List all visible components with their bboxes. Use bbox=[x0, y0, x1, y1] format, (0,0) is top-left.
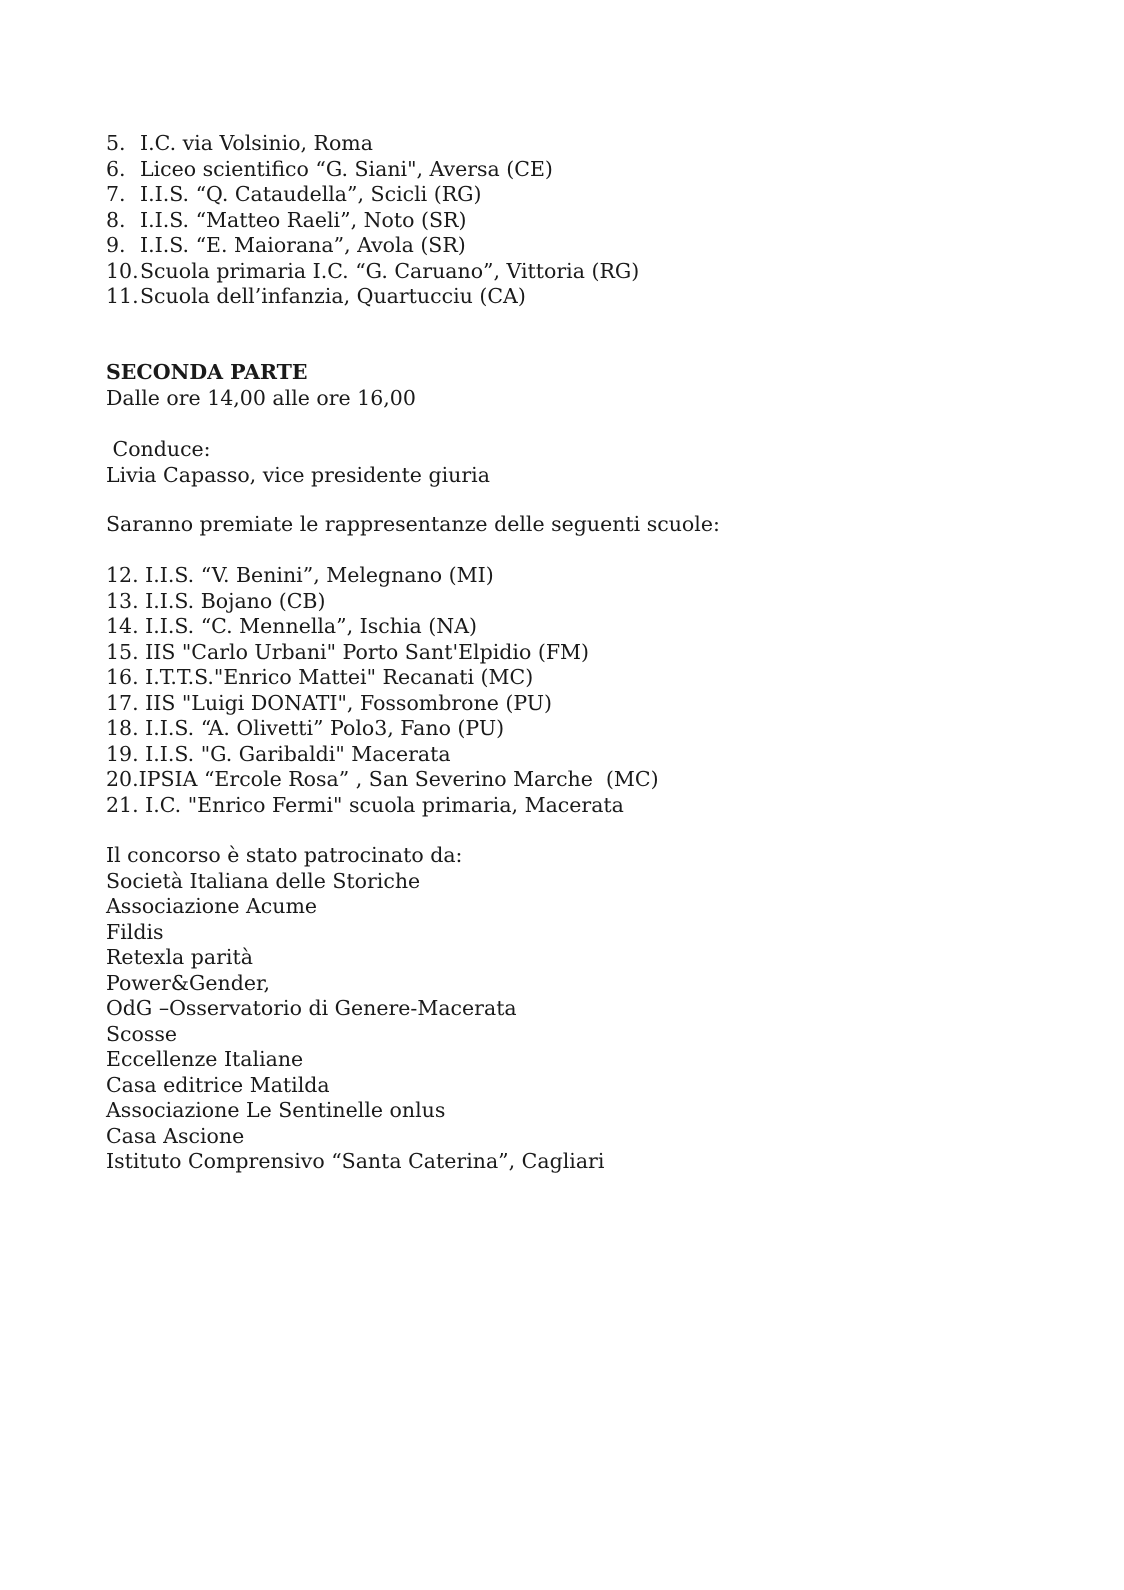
schools-intro: Saranno premiate le rappresentanze delle seguenti scuole: bbox=[106, 512, 720, 536]
list-item: 6. Liceo scientifico “G. Siani", Aversa (CE) bbox=[106, 156, 553, 181]
list-item: 7. I.I.S. “Q. Cataudella”, Scicli (RG) bbox=[106, 182, 482, 206]
patron-item: Power&Gender, bbox=[106, 970, 271, 995]
section-seconda-parte bbox=[106, 360, 1066, 411]
list-item: 17. IIS "Luigi DONATI", Fossombrone (PU) bbox=[106, 690, 553, 715]
school-list-second bbox=[106, 563, 1066, 818]
patron-item: Associazione Le Sentinelle onlus bbox=[106, 1098, 446, 1122]
patron-item: Casa Ascione bbox=[106, 1123, 245, 1148]
list-item: 5. I.C. via Volsinio, Roma bbox=[106, 131, 373, 155]
list-item: 9. I.I.S. “E. Maiorana”, Avola (SR) bbox=[106, 233, 466, 257]
list-item: 12. I.I.S. “V. Benini”, Melegnano (MI) bbox=[106, 563, 494, 587]
list-item: 14. I.I.S. “C. Mennella”, Ischia (NA) bbox=[106, 614, 478, 638]
section-heading: SECONDA PARTE bbox=[106, 360, 308, 384]
conduce-name: Livia Capasso, vice presidente giuria bbox=[106, 462, 490, 487]
school-list-first bbox=[106, 131, 1066, 310]
patronage-intro: Il concorso è stato patrocinato da: bbox=[106, 843, 463, 867]
list-item: 16. I.T.T.S."Enrico Mattei" Recanati (MC) bbox=[106, 665, 534, 689]
list-item: 18. I.I.S. “A. Olivetti” Polo3, Fano (PU) bbox=[106, 716, 505, 740]
conduce-label: Conduce: bbox=[106, 437, 211, 461]
patron-item: Fildis bbox=[106, 919, 164, 944]
list-item: 11.Scuola dell’infanzia, Quartucciu (CA) bbox=[106, 284, 526, 308]
patron-item: Casa editrice Matilda bbox=[106, 1072, 330, 1097]
patron-item: Istituto Comprensivo “Santa Caterina”, Cagliari bbox=[106, 1149, 605, 1173]
conduce-block bbox=[106, 437, 1066, 488]
patron-item: Scosse bbox=[106, 1021, 178, 1046]
list-item: 8. I.I.S. “Matteo Raeli”, Noto (SR) bbox=[106, 207, 467, 232]
patron-item: OdG –Osservatorio di Genere-Macerata bbox=[106, 996, 517, 1020]
list-item: 20.IPSIA “Ercole Rosa” , San Severino Marche (MC) bbox=[106, 767, 659, 791]
patron-item: Associazione Acume bbox=[106, 894, 318, 918]
list-item: 13. I.I.S. Bojano (CB) bbox=[106, 588, 326, 613]
section-time: Dalle ore 14,00 alle ore 16,00 bbox=[106, 385, 416, 410]
patron-item: Eccellenze Italiane bbox=[106, 1047, 304, 1071]
patron-item: Società Italiana delle Storiche bbox=[106, 868, 421, 893]
list-item: 10.Scuola primaria I.C. “G. Caruano”, Vittoria (RG) bbox=[106, 258, 640, 283]
list-item: 19. I.I.S. "G. Garibaldi" Macerata bbox=[106, 741, 451, 766]
list-item: 15. IIS "Carlo Urbani" Porto Sant'Elpidio (FM) bbox=[106, 639, 590, 664]
intro-block bbox=[106, 512, 1066, 538]
list-item: 21. I.C. "Enrico Fermi" scuola primaria, Macerata bbox=[106, 792, 624, 817]
patronage-block bbox=[106, 843, 1066, 1175]
patron-item: Retexla parità bbox=[106, 945, 253, 969]
